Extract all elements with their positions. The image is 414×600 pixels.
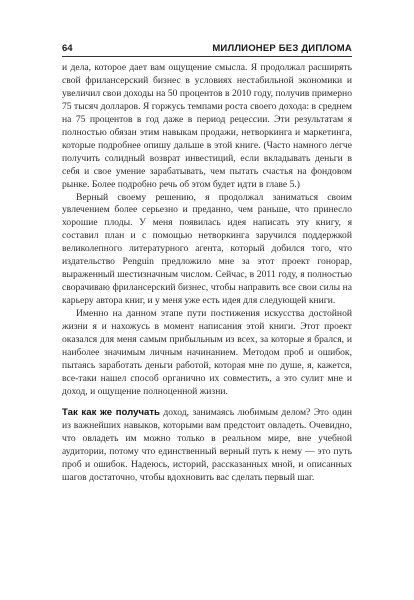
running-head: МИЛЛИОНЕР БЕЗ ДИПЛОМА [212, 43, 352, 54]
paragraph-1: и дела, которое дает вам ощущение смысла. Я продолжал расширять свой фрилансерский бизнес в условиях нестабильной экономики и увеличил свои доходы на 50 процентов в 2010 году, получив примерно 75 тысяч долларов. Я горжусь темпами роста своего дохода: в среднем на 75 процентов в год даже в период рецессии. Эти результатам я полностью обязан этим навыкам продажи, нетворкинга и маркетинга, которые подробнее опишу дальше в этой книге. (Часто намного легче получить солидный возврат инвестиций, если вкладывать деньги в себя и свое умение зарабатывать, чем пытать счастья на фондовом рынке. Более подробно речь об этом будет идти в главе 5.) [62, 62, 352, 190]
paragraph-2: Верный своему решению, я продолжал заниматься своим увлечением более серьезно и преданно, чем раньше, что принесло хорошие плоды. У меня появилась идея написать эту книгу, я составил план и с помощью нетворкинга заручился поддержкой великолепного литературного агента, который добился того, что издательство Penguin предложило мне за этот проект гонорар, выраженный шестизначным числом. Сейчас, в 2011 году, я полностью сворачиваю фрилансерский бизнес, чтобы направить все свои силы на карьеру автора книг, и у меня уже есть идея для следующей книги. [62, 191, 352, 307]
page-number: 64 [62, 43, 73, 54]
paragraph-3: Именно на данном этапе пути постижения искусства достойной жизни я и нахожусь в момент написания этой книги. Этот проект оказался для меня самым прибыльным из всех, за которые я брался, и наиболее значимым личным начинанием. Методом проб и ошибок, пытаясь заработать деньги работой, которая мне по душе, я, кажется, все-таки нашел способ органично их совместить, а это сулит мне и доход, и ощущение полноценной жизни. [62, 308, 352, 397]
paragraph-4-lead: Так как же получать [62, 406, 160, 418]
body-text [62, 62, 352, 485]
header-rule [62, 56, 352, 57]
paragraph-4 [62, 407, 352, 485]
page-header [62, 43, 352, 57]
paragraph-4-text: доход, занимаясь любимым делом? Это один из важнейших навыков, которыми вам предстоит овладеть. Очевидно, что овладеть им можно только в реальном мире, вне учебной аудитории, потому что единственный верный путь к нему — это путь проб и ошибок. Надеюсь, историй, рассказанных мной, и описанных шагов достаточно, чтобы вдохновить вас сделать первый шаг. [62, 406, 352, 483]
